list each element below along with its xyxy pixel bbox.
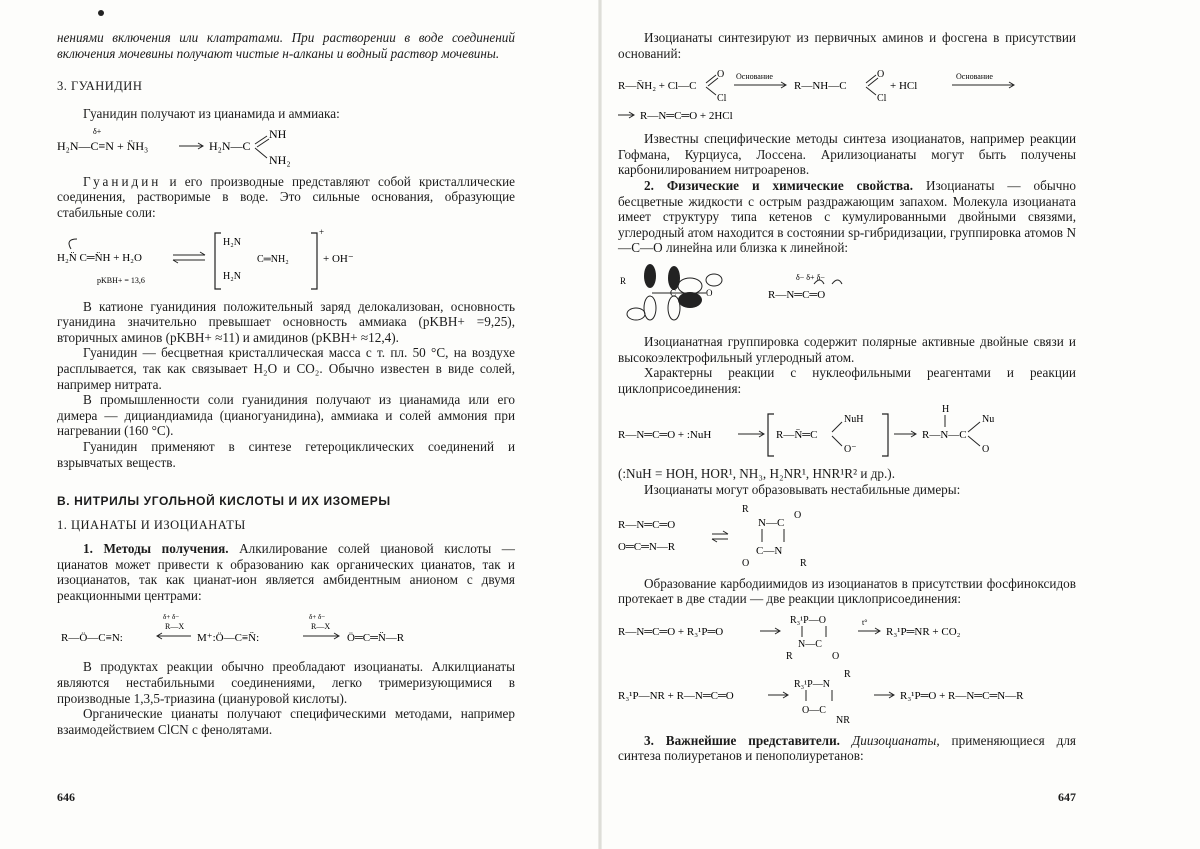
formula-6-svg	[618, 402, 1076, 460]
f4-cl-2: Cl	[877, 93, 887, 105]
f2-cnh2: C═NH₂	[257, 253, 289, 265]
orbital-lobe-2	[644, 296, 656, 320]
isocyanates-p9-bold: 3. Важнейшие представители.	[644, 732, 840, 748]
f4-label-2: Основание	[956, 72, 993, 82]
f6-nuh: NuH	[844, 414, 864, 426]
left-intro: нениями включения или клатратами. При растворении в воде соединений включения мочевины получают чистые н-алканы и водный раствор мочевины.	[57, 30, 515, 61]
f5-c: C	[670, 287, 677, 298]
f8-o: O	[832, 650, 840, 662]
formula-nucleophile	[618, 402, 1076, 460]
cyanates-p1-text: Алкилирование солей циановой кислоты — цианатов может привести к образованию как органических цианатов, так и изоцианатов, так как цианат-ион является амбидентным анионом с двумя реакционными центрами:	[57, 541, 515, 603]
f8-ring-top: R₃¹P—O	[790, 614, 826, 626]
f1-nh2: NH₂	[269, 152, 291, 167]
page-gutter	[598, 0, 602, 849]
f8-ring-n: N—C	[798, 638, 822, 650]
f6-ominus: O⁻	[844, 444, 857, 456]
formula-5-svg	[618, 262, 1076, 328]
formula-2-svg	[57, 227, 367, 293]
section-guanidine-heading: 3. ГУАНИДИН	[57, 79, 143, 94]
guanidine-p1: Гуанидин получают из цианамида и аммиака:	[83, 106, 340, 122]
isocyanates-p3-bold: 2. Физические и химические свойства.	[644, 177, 914, 193]
orbital-lobe-6	[678, 278, 702, 294]
f2-oh: + OH⁻	[323, 252, 354, 265]
f7-n1: N—C	[758, 516, 785, 529]
f4-mid: R—NH—C	[794, 80, 847, 93]
f2-h2n-top: H₂N	[223, 236, 241, 248]
f8-prod: R₃¹P═NR + CO₂	[886, 625, 961, 638]
f4-line2: R—N═C═O + 2HCl	[640, 110, 733, 123]
f3-charges-2: δ+ δ−	[309, 613, 326, 622]
isocyanates-p4: Изоцианатная группировка содержит полярные активные двойные связи и высокоэлектрофильный углеродный атом.	[618, 333, 1076, 365]
f3-left: R—Ö—C≡N:	[61, 632, 123, 645]
formula-4-svg	[618, 67, 1076, 125]
f7-r2: R	[800, 557, 807, 569]
f9-ring-bot: O—C	[802, 704, 826, 716]
orbital-lobe-1	[644, 264, 656, 288]
f1-nh: NH	[269, 127, 287, 141]
cyanates-p1-bold: 1. Методы получения.	[83, 541, 229, 557]
f4-label-1: Основание	[736, 72, 773, 82]
f4-o-1: O	[717, 69, 725, 81]
guanidine-p6: Гуанидин применяют в синтезе гетероциклических соединений и взрывчатых веществ.	[57, 438, 515, 470]
f4-cl-1: Cl	[717, 93, 727, 105]
isocyanates-p9	[618, 733, 1076, 764]
f3-right: Ö═C═N̈—R	[347, 632, 405, 645]
f6-o: O	[982, 444, 990, 456]
f7-o2: O	[742, 557, 750, 569]
guanidine-p2	[57, 174, 515, 221]
f7-r1: R	[742, 503, 749, 515]
formula-orbitals	[618, 262, 1076, 328]
formula-1-svg	[57, 128, 357, 168]
f2-lhs: H₂N̈ C═N̈H + H₂O	[57, 251, 142, 264]
f5-n: N	[646, 287, 653, 298]
isocyanates-p6: (:NuH = HOH, HOR¹, NH₃, H₂NR¹, HNR¹R² и др.).	[618, 466, 895, 482]
cyanates-p1	[57, 541, 515, 603]
formula-phosgene	[618, 67, 1076, 125]
f5-charges: δ− δ+ δ−	[796, 272, 825, 282]
f7-a: R—N═C═O	[618, 518, 676, 531]
isocyanates-p8: Образование карбодиимидов из изоцианатов в присутствии фосфиноксидов протекает в две стадии — две реакции циклоприсоединения:	[618, 575, 1076, 607]
orbital-lobe-3	[627, 308, 645, 320]
orbital-lobe-8	[706, 274, 722, 286]
formula-guanidinium	[57, 227, 515, 293]
f5-r: R	[620, 275, 627, 286]
f7-n2: C—N	[756, 544, 783, 557]
f9-ring-top: R₃¹P—N	[794, 678, 830, 690]
guanidine-spaced-word: Гуанидин	[83, 173, 162, 189]
left-page-number: 646	[57, 790, 75, 804]
cyanates-p3: Органические цианаты получают специфическими методами, например взаимодействием ClCN с фенолятами.	[57, 706, 515, 737]
guanidine-p2-text: и его производные представляют собой кристаллические соединения, растворимые в воде. Это сильные основания, образующие стабильные соли:	[57, 173, 515, 220]
f6-nu: Nu	[982, 414, 995, 426]
formula-guanidine-synthesis	[57, 128, 515, 168]
f8-lhs: R—N═C═O + R₃¹P═O	[618, 625, 724, 638]
isocyanates-p9-text: применяющиеся для синтеза полиуретанов и пенополиуретанов:	[618, 732, 1076, 764]
f2-pk: pKBH+ = 13,6	[97, 275, 145, 285]
guanidine-p5: В промышленности соли гуанидиния получают из цианамида или его димера — дициандиамида (цианогуанидина), аммиака и солей аммония при нагревании (160 °С).	[57, 392, 515, 439]
right-page-number: 647	[1058, 790, 1076, 804]
f3-mid: M⁺:Ö—C≡N̈:	[197, 632, 260, 645]
f7-o1: O	[794, 509, 802, 521]
f1-rhs: H₂N—C	[209, 138, 251, 153]
isocyanates-p3-text: Изоцианаты — обычно бесцветные жидкости с острым раздражающим запахом. Молекула изоцианата имеет структуру типа кетенов с кумулированными двойными связями, углеродный атом находится в состоянии sp-гибридизации, группировка атомов N—C—O линейна или близка к линейной:	[618, 177, 1076, 256]
isocyanates-p2: Известны специфические методы синтеза изоцианатов, например реакции Гофмана, Курциуса, Лоссена. Арилизоцианаты могут быть получены карбонилированием нитроаренов.	[618, 131, 1076, 178]
f2-plus: +	[319, 226, 325, 237]
guanidine-p3: В катионе гуанидиния положительный заряд делокализован, основность гуанидина значительно превышает основность аммиака (pKBH+ =9,25), вторичных аминов (pKBH+ ≈11) и амидинов (pKBH+ ≈12,4).	[57, 298, 515, 345]
f8-t: t°	[862, 617, 868, 627]
isocyanates-p7: Изоцианаты могут образовывать нестабильные димеры:	[644, 481, 961, 497]
isocyanates-p3	[618, 178, 1076, 256]
formula-3-svg	[57, 609, 477, 653]
cyanates-p2: В продуктах реакции обычно преобладают изоцианаты. Алкилцианаты являются нестабильными соединениями, легко тримеризующимися в производные 1,3,5-триазина (циануровой кислоты).	[57, 659, 515, 706]
f5-rhs: R—N═C═O	[768, 288, 826, 301]
f5-o: O	[706, 287, 713, 298]
section-b-heading: В. НИТРИЛЫ УГОЛЬНОЙ КИСЛОТЫ И ИХ ИЗОМЕРЫ	[57, 494, 391, 509]
f3-label-2: R—X	[311, 622, 331, 632]
formula-carbodiimide-2	[618, 669, 1076, 727]
right-page	[618, 30, 1076, 764]
f6-lhs: R—N═C═O + :NuH	[618, 429, 712, 442]
f1-lhs: H₂N—C≡N + N̈H₃	[57, 138, 149, 153]
guanidine-p4: Гуанидин — бесцветная кристаллическая масса с т. пл. 50 °С, на воздухе расплывается, так как связывает H₂O и CO₂. Обычно известен в виде солей, например нитрата.	[57, 345, 515, 392]
f1-charge: δ+	[93, 127, 102, 136]
f9-lhs: R₃¹P—NR + R—N═C═O	[618, 689, 734, 702]
f4-hcl: + HCl	[890, 80, 918, 93]
isocyanates-p9-italic: Диизоцианаты,	[839, 732, 940, 748]
f7-b: O═C═N—R	[618, 540, 676, 553]
f3-charges-1: δ+ δ−	[163, 613, 180, 622]
f4-lhs: R—N̈H₂ + Cl—C	[618, 80, 697, 93]
f4-o-2: O	[877, 69, 885, 81]
page-mark	[98, 10, 104, 16]
formula-cyanate-alkylation	[57, 609, 515, 653]
isocyanates-p1: Изоцианаты синтезируют из первичных аминов и фосгена в присутствии оснований:	[618, 30, 1076, 61]
f2-h2n-bot: H₂N	[223, 270, 241, 282]
isocyanates-p5: Характерны реакции с нуклеофильными реагентами и реакции циклоприсоединения:	[618, 365, 1076, 396]
formula-dimer	[618, 504, 1076, 570]
f9-prod: R₃¹P═O + R—N═C═N—R	[900, 689, 1024, 702]
f9-r: R	[844, 668, 851, 680]
f6-h: H	[942, 404, 950, 416]
formula-8-svg	[618, 613, 1076, 663]
orbital-lobe-7	[678, 292, 702, 308]
f6-mid: R—N̈═C	[776, 429, 818, 442]
formula-9-svg	[618, 669, 1076, 727]
f8-r: R	[786, 650, 793, 662]
formula-7-svg	[618, 504, 918, 570]
f9-nr: NR	[836, 714, 850, 726]
f3-label-1: R—X	[165, 622, 185, 632]
formula-carbodiimide-1	[618, 613, 1076, 663]
section-cyanates-heading: 1. ЦИАНАТЫ И ИЗОЦИАНАТЫ	[57, 518, 246, 533]
left-page	[57, 30, 515, 737]
f6-prod: R—N—C	[922, 429, 967, 442]
